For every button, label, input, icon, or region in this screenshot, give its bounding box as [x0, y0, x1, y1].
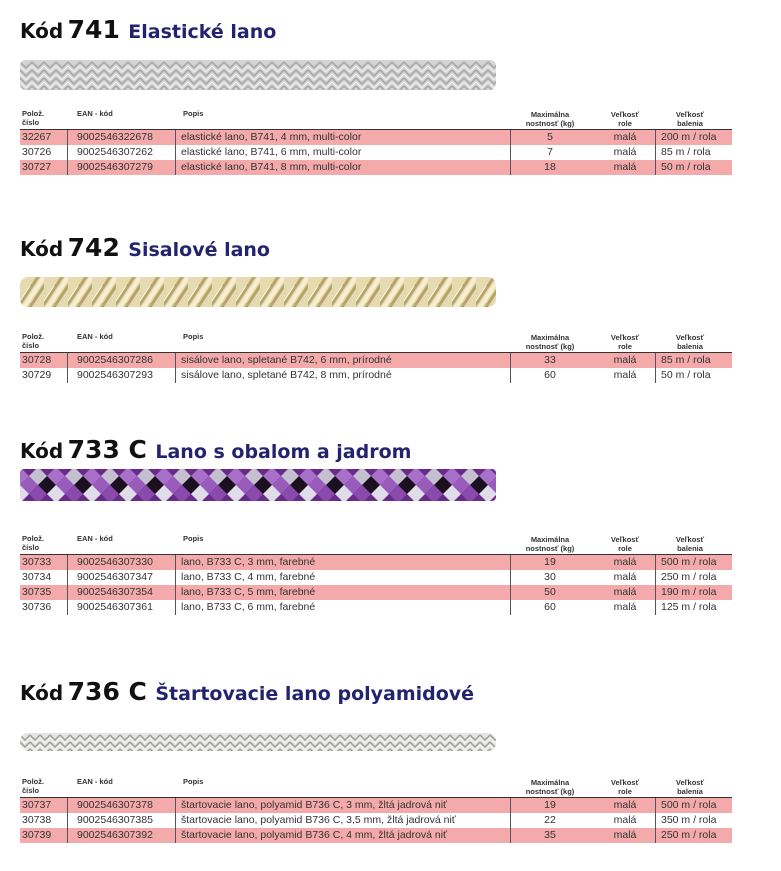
cell-nosnost: 5 [547, 131, 553, 143]
table-row [20, 798, 732, 813]
table-row [20, 600, 732, 615]
cell-popis: lano, B733 C, 5 mm, farebné [181, 586, 316, 598]
rope-image-sisal [20, 274, 496, 310]
cell-polozka: 30739 [22, 829, 52, 841]
header-popis: Popis [183, 777, 204, 786]
table-row [20, 353, 732, 368]
column-divider [510, 130, 511, 175]
table-row [20, 570, 732, 585]
table-header [20, 532, 732, 554]
section-title [20, 17, 276, 42]
cell-velkost-balenia: 500 m / rola [661, 556, 717, 568]
header-polozka: Polož. číslo [22, 109, 45, 127]
table-row [20, 160, 732, 175]
column-divider [655, 798, 656, 843]
column-divider [175, 353, 176, 383]
product-name: Štartovacie lano polyamidové [155, 683, 475, 705]
table-body [20, 555, 732, 615]
kod-number: 736 C [67, 677, 147, 706]
product-name: Elastické lano [128, 21, 277, 43]
cell-nosnost: 19 [544, 556, 556, 568]
cell-nosnost: 33 [544, 354, 556, 366]
table-row [20, 145, 732, 160]
rope-image-polyamide [20, 731, 496, 753]
product-name: Lano s obalom a jadrom [155, 441, 412, 463]
kod-label: Kód [20, 681, 64, 705]
cell-polozka: 32267 [22, 131, 52, 143]
header-popis: Popis [183, 109, 204, 118]
cell-popis: lano, B733 C, 6 mm, farebné [181, 601, 316, 613]
cell-popis: elastické lano, B741, 6 mm, multi-color [181, 146, 362, 158]
cell-velkost-balenia: 200 m / rola [661, 131, 717, 143]
cell-polozka: 30728 [22, 354, 52, 366]
header-nosnost: Maximálna nostnosť (kg) [525, 778, 575, 796]
header-velkost-balenia: Veľkosť balenia [675, 110, 705, 128]
cell-velkost-role: malá [613, 799, 637, 811]
table-header [20, 330, 732, 352]
kod-label: Kód [20, 439, 64, 463]
cell-ean: 9002546307385 [77, 814, 153, 826]
column-divider [510, 798, 511, 843]
table-row [20, 555, 732, 570]
cell-nosnost: 19 [544, 799, 556, 811]
column-divider [175, 130, 176, 175]
cell-polozka: 30727 [22, 161, 52, 173]
table-body [20, 798, 732, 843]
cell-velkost-role: malá [613, 601, 637, 613]
table-row [20, 828, 732, 843]
cell-nosnost: 22 [544, 814, 556, 826]
header-velkost-role: Veľkosť role [610, 333, 640, 351]
section-title [20, 679, 474, 704]
cell-velkost-balenia: 350 m / rola [661, 814, 717, 826]
product-table [20, 330, 732, 383]
cell-ean: 9002546307347 [77, 571, 153, 583]
cell-nosnost: 7 [547, 146, 553, 158]
kod-number: 741 [67, 15, 120, 44]
cell-velkost-role: malá [613, 146, 637, 158]
header-velkost-role: Veľkosť role [610, 535, 640, 553]
column-divider [67, 555, 68, 615]
header-ean: EAN - kód [77, 332, 113, 341]
cell-popis: štartovacie lano, polyamid B736 C, 3 mm, žltá jadrová niť [181, 799, 447, 811]
cell-velkost-role: malá [613, 571, 637, 583]
column-divider [510, 555, 511, 615]
cell-velkost-balenia: 85 m / rola [661, 354, 711, 366]
rope-image-braided [20, 467, 496, 503]
kod-label: Kód [20, 237, 64, 261]
cell-nosnost: 60 [544, 601, 556, 613]
cell-velkost-role: malá [613, 586, 637, 598]
column-divider [655, 555, 656, 615]
column-divider [510, 353, 511, 383]
cell-popis: sisálove lano, spletané B742, 8 mm, prírodné [181, 369, 392, 381]
cell-polozka: 30729 [22, 369, 52, 381]
header-popis: Popis [183, 332, 204, 341]
kod-number: 742 [67, 233, 120, 262]
cell-velkost-balenia: 50 m / rola [661, 369, 711, 381]
cell-polozka: 30738 [22, 814, 52, 826]
product-name: Sisalové lano [128, 239, 270, 261]
product-table [20, 107, 732, 175]
cell-popis: sisálove lano, spletané B742, 6 mm, prírodné [181, 354, 392, 366]
product-table [20, 775, 732, 843]
cell-velkost-balenia: 250 m / rola [661, 829, 717, 841]
cell-polozka: 30734 [22, 571, 52, 583]
rope-image-elastic [20, 58, 496, 92]
kod-label: Kód [20, 19, 64, 43]
cell-velkost-role: malá [613, 814, 637, 826]
table-header [20, 107, 732, 129]
cell-polozka: 30736 [22, 601, 52, 613]
column-divider [67, 130, 68, 175]
table-body [20, 353, 732, 383]
kod-number: 733 C [67, 435, 147, 464]
cell-velkost-balenia: 250 m / rola [661, 571, 717, 583]
table-row [20, 130, 732, 145]
header-polozka: Polož. číslo [22, 777, 45, 795]
header-popis: Popis [183, 534, 204, 543]
cell-velkost-balenia: 190 m / rola [661, 586, 717, 598]
column-divider [655, 353, 656, 383]
cell-ean: 9002546307330 [77, 556, 153, 568]
cell-nosnost: 30 [544, 571, 556, 583]
header-nosnost: Maximálna nostnosť (kg) [525, 333, 575, 351]
column-divider [655, 130, 656, 175]
cell-polozka: 30726 [22, 146, 52, 158]
header-ean: EAN - kód [77, 777, 113, 786]
cell-velkost-balenia: 125 m / rola [661, 601, 717, 613]
cell-velkost-role: malá [613, 556, 637, 568]
section-title [20, 437, 411, 462]
table-row [20, 585, 732, 600]
cell-nosnost: 35 [544, 829, 556, 841]
cell-velkost-role: malá [613, 354, 637, 366]
section-title [20, 235, 270, 260]
header-velkost-balenia: Veľkosť balenia [675, 778, 705, 796]
cell-popis: štartovacie lano, polyamid B736 C, 4 mm, žltá jadrová niť [181, 829, 447, 841]
header-velkost-role: Veľkosť role [610, 110, 640, 128]
product-table [20, 532, 732, 615]
cell-nosnost: 60 [544, 369, 556, 381]
cell-velkost-balenia: 50 m / rola [661, 161, 711, 173]
cell-nosnost: 50 [544, 586, 556, 598]
header-velkost-balenia: Veľkosť balenia [675, 333, 705, 351]
header-velkost-role: Veľkosť role [610, 778, 640, 796]
table-row [20, 368, 732, 383]
cell-polozka: 30737 [22, 799, 52, 811]
column-divider [175, 798, 176, 843]
column-divider [67, 353, 68, 383]
cell-popis: elastické lano, B741, 8 mm, multi-color [181, 161, 362, 173]
cell-ean: 9002546307392 [77, 829, 153, 841]
table-row [20, 813, 732, 828]
cell-ean: 9002546307361 [77, 601, 153, 613]
cell-polozka: 30735 [22, 586, 52, 598]
cell-velkost-balenia: 500 m / rola [661, 799, 717, 811]
header-ean: EAN - kód [77, 534, 113, 543]
cell-ean: 9002546307293 [77, 369, 153, 381]
cell-popis: elastické lano, B741, 4 mm, multi-color [181, 131, 362, 143]
cell-popis: štartovacie lano, polyamid B736 C, 3,5 mm, žltá jadrová niť [181, 814, 456, 826]
cell-velkost-role: malá [613, 369, 637, 381]
cell-ean: 9002546307279 [77, 161, 153, 173]
cell-ean: 9002546307378 [77, 799, 153, 811]
cell-velkost-balenia: 85 m / rola [661, 146, 711, 158]
cell-ean: 9002546322678 [77, 131, 153, 143]
header-polozka: Polož. číslo [22, 534, 45, 552]
column-divider [175, 555, 176, 615]
cell-polozka: 30733 [22, 556, 52, 568]
table-header [20, 775, 732, 797]
cell-nosnost: 18 [544, 161, 556, 173]
cell-ean: 9002546307354 [77, 586, 153, 598]
header-ean: EAN - kód [77, 109, 113, 118]
header-velkost-balenia: Veľkosť balenia [675, 535, 705, 553]
cell-popis: lano, B733 C, 3 mm, farebné [181, 556, 316, 568]
header-nosnost: Maximálna nostnosť (kg) [525, 535, 575, 553]
cell-ean: 9002546307286 [77, 354, 153, 366]
column-divider [67, 798, 68, 843]
header-polozka: Polož. číslo [22, 332, 45, 350]
cell-ean: 9002546307262 [77, 146, 153, 158]
cell-velkost-role: malá [613, 829, 637, 841]
table-body [20, 130, 732, 175]
cell-velkost-role: malá [613, 131, 637, 143]
cell-velkost-role: malá [613, 161, 637, 173]
header-nosnost: Maximálna nostnosť (kg) [525, 110, 575, 128]
cell-popis: lano, B733 C, 4 mm, farebné [181, 571, 316, 583]
